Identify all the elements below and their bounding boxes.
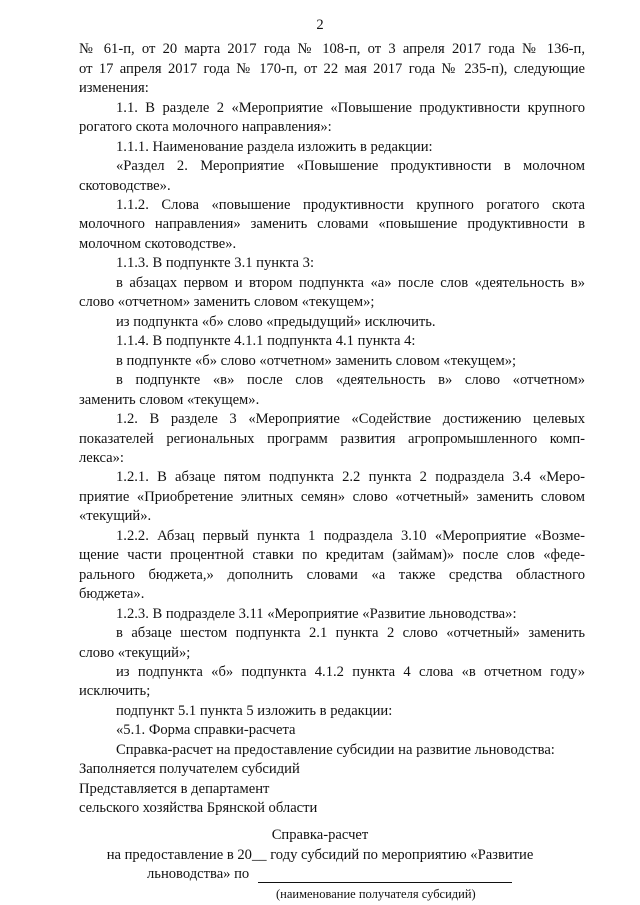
text-line: из подпункта «б» слово «предыдущий» исключить. [116, 314, 436, 330]
text-line: 1.2.2. Абзац первый пункта 1 подраздела 3.10 «Мероприятие «Возме- [116, 528, 585, 544]
recipient-caption: (наименование получателя субсидий) [276, 887, 476, 901]
text-line: из подпункта «б» подпункта 4.1.2 пункта 4 слова «в отчетном году» [116, 664, 585, 680]
text-line: 1.2.1. В абзаце пятом подпункта 2.2 пункта 2 подраздела 3.4 «Меро- [116, 469, 585, 485]
text-line: заменить словом «текущем». [79, 392, 260, 408]
form-title: Справка-расчет [271, 827, 369, 843]
text-line: Заполняется получателем субсидий [79, 761, 300, 777]
text-line: приятие «Приобретение элитных семян» слово «отчетный» заменить словом [79, 489, 585, 505]
text-line: 1.1.3. В подпункте 3.1 пункта 3: [116, 255, 315, 271]
text-line: «Раздел 2. Мероприятие «Повышение продуктивности в молочном [116, 158, 585, 174]
text-line: рогатого скота молочного направления»: [79, 119, 332, 135]
text-line: в абзаце шестом подпункта 2.1 пункта 2 слово «отчетный» заменить [116, 625, 585, 641]
text-line: 1.2. В разделе 3 «Мероприятие «Содействие достижению целевых [116, 411, 585, 427]
form-subtitle-line: льноводства» по [147, 866, 250, 882]
text-line: «текущий». [79, 508, 152, 524]
text-line: слово «отчетном» заменить словом «текущем»; [79, 294, 375, 310]
text-line: подпункт 5.1 пункта 5 изложить в редакции: [116, 703, 393, 719]
text-line: щение части процентной ставки по кредитам (займам)» после слов «феде- [79, 547, 585, 563]
text-line: в подпункте «б» слово «отчетном» заменить словом «текущем»; [116, 353, 517, 369]
text-line: сельского хозяйства Брянской области [79, 800, 318, 816]
text-line: Справка-расчет на предоставление субсидии на развитие льноводства: [116, 742, 555, 758]
text-line: от 17 апреля 2017 года № 170-п, от 22 мая 2017 года № 235-п), следующие [79, 61, 585, 77]
text-line: изменения: [79, 80, 149, 96]
text-line: 1.1. В разделе 2 «Мероприятие «Повышение продуктивности крупного [116, 100, 585, 116]
page-number: 2 [316, 17, 324, 33]
text-line: рального бюджета,» дополнить словами «а также средства областного [79, 567, 585, 583]
text-line: молочном скотоводстве». [79, 236, 237, 252]
text-line: 1.1.4. В подпункте 4.1.1 подпункта 4.1 пункта 4: [116, 333, 416, 349]
text-line: скотоводстве». [79, 178, 171, 194]
text-line: в абзацах первом и втором подпункта «а» после слов «деятельность в» [116, 275, 585, 291]
text-line: молочного направления» заменить словами «повышение продуктивности в [79, 216, 585, 232]
text-line: показателей региональных программ развития агропромышленного комп- [79, 431, 585, 447]
text-line: лекса»: [79, 450, 124, 466]
text-line: исключить; [79, 683, 151, 699]
text-line: № 61-п, от 20 марта 2017 года № 108-п, от 3 апреля 2017 года № 136-п, [79, 41, 585, 57]
text-line: 1.1.2. Слова «повышение продуктивности крупного рогатого скота [116, 197, 585, 213]
form-subtitle-line: на предоставление в 20__ году субсидий по мероприятию «Развитие [106, 847, 534, 863]
recipient-underline [258, 882, 512, 883]
text-line: 1.1.1. Наименование раздела изложить в редакции: [116, 139, 433, 155]
text-line: в подпункте «в» после слов «деятельность в» слово «отчетном» [116, 372, 585, 388]
text-line: Представляется в департамент [79, 781, 270, 797]
text-line: слово «текущий»; [79, 645, 191, 661]
text-line: «5.1. Форма справки-расчета [116, 722, 296, 738]
text-line: бюджета». [79, 586, 145, 602]
text-line: 1.2.3. В подразделе 3.11 «Мероприятие «Развитие льноводства»: [116, 606, 517, 622]
